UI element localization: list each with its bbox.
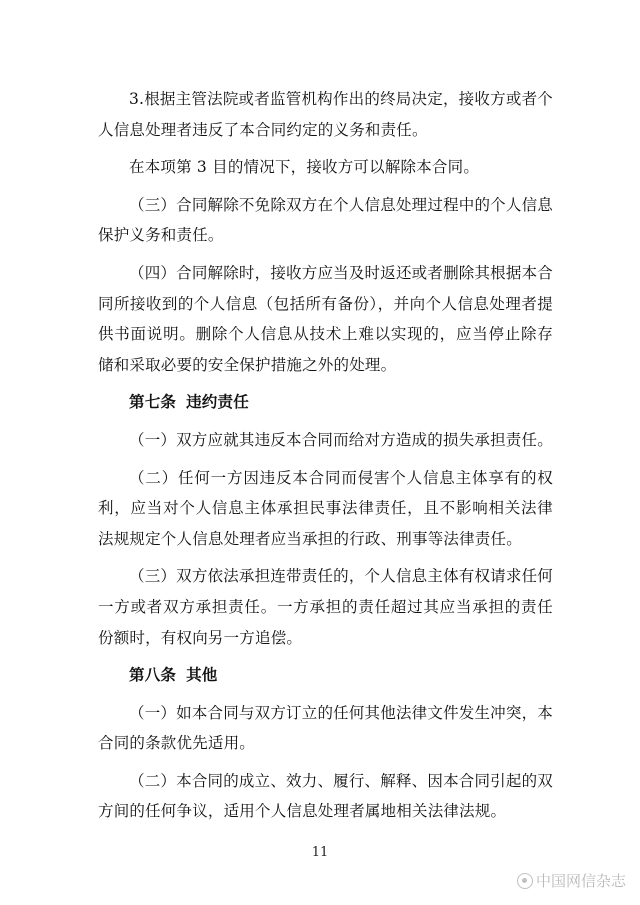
paragraph: （一）双方应就其违反本合同而给对方造成的损失承担责任。 <box>129 430 553 449</box>
paragraph: （二）本合同的成立、效力、履行、解释、因本合同引起的双方间的任何争议，适用个人信息处理者属地相关法律法规。 <box>98 771 553 821</box>
article-number: 第八条 <box>129 665 177 685</box>
paragraph: （四）合同解除时，接收方应当及时返还或者删除其根据本合同所接收到的个人信息（包括所有备份），并向个人信息处理者提供书面说明。删除个人信息从技术上难以实现的，应当停止除存储和采取必要的安全保护措施之外的处理。 <box>98 263 553 374</box>
paragraph: 在本项第 3 目的情况下，接收方可以解除本合同。 <box>129 158 480 177</box>
article-heading-7 <box>98 387 553 418</box>
paragraph: 3.根据主管法院或者监管机构作出的终局决定，接收方或者个人信息处理者违反了本合同约定的义务和责任。 <box>98 90 553 139</box>
article-number: 第七条 <box>129 392 177 412</box>
paragraph: （一）如本合同与双方订立的任何其他法律文件发生冲突，本合同的条款优先适用。 <box>98 703 553 753</box>
document-body <box>98 84 553 834</box>
magazine-logo-icon <box>517 873 533 889</box>
paragraph: （二）任何一方因违反本合同而侵害个人信息主体享有的权利，应当对个人信息主体承担民事法律责任，且不影响相关法律法规规定个人信息处理者应当承担的行政、刑事等法律责任。 <box>98 468 553 548</box>
article-title: 其他 <box>186 665 218 685</box>
paragraph: （三）合同解除不免除双方在个人信息处理过程中的个人信息保护义务和责任。 <box>98 195 553 245</box>
watermark-text: 中国网信杂志 <box>535 872 626 890</box>
paragraph: （三）双方依法承担连带责任的，个人信息主体有权请求任何一方或者双方承担责任。一方承担的责任超过其应当承担的责任份额时，有权向另一方追偿。 <box>98 567 553 647</box>
article-title: 违约责任 <box>186 392 249 412</box>
page-number: 11 <box>311 845 329 860</box>
article-heading-8 <box>98 660 553 691</box>
watermark <box>517 870 626 891</box>
